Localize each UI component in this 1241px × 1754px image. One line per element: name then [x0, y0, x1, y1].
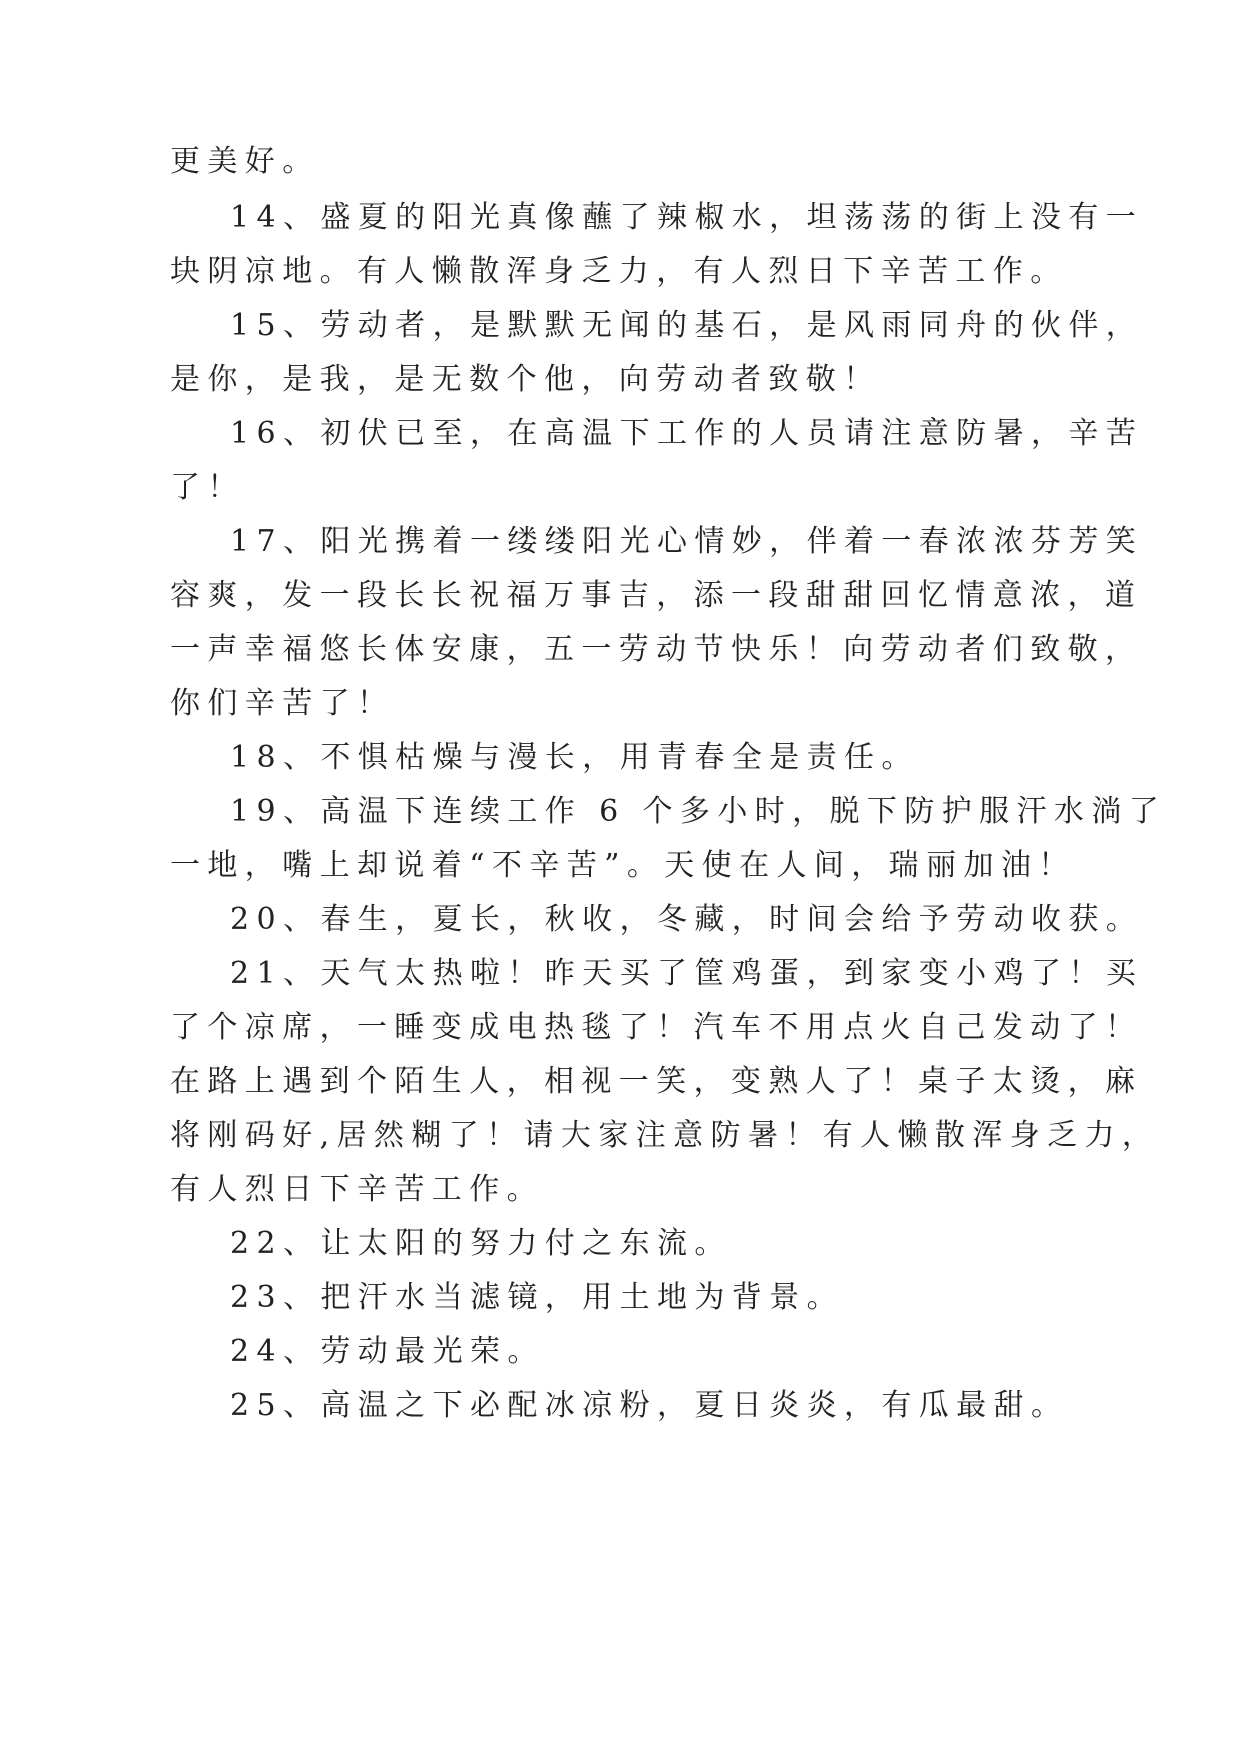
text-line: 是你，是我，是无数个他，向劳动者致敬！	[170, 362, 881, 397]
text-line: 22、让太阳的努力付之东流。	[230, 1226, 732, 1261]
text-line: 19、高温下连续工作 6 个多小时，脱下防护服汗水淌了	[230, 794, 1167, 829]
text-line: 有人烈日下辛苦工作。	[170, 1172, 544, 1207]
text-line: 23、把汗水当滤镜，用土地为背景。	[230, 1280, 844, 1315]
text-line: 将刚码好,居然糊了！请大家注意防暑！有人懒散浑身乏力，	[170, 1118, 1160, 1153]
text-line: 16、初伏已至，在高温下工作的人员请注意防暑，辛苦	[230, 416, 1144, 451]
text-line: 25、高温之下必配冰凉粉，夏日炎炎，有瓜最甜。	[230, 1388, 1069, 1423]
text-line: 21、天气太热啦！昨天买了筐鸡蛋，到家变小鸡了！买	[230, 956, 1144, 991]
text-line: 一声幸福悠长体安康，五一劳动节快乐！向劳动者们致敬，	[170, 632, 1143, 667]
text-line: 14、盛夏的阳光真像蘸了辣椒水，坦荡荡的街上没有一	[230, 200, 1144, 235]
text-line: 在路上遇到个陌生人，相视一笑，变熟人了！桌子太烫，麻	[170, 1064, 1143, 1099]
text-line: 20、春生，夏长，秋收，冬藏，时间会给予劳动收获。	[230, 902, 1144, 937]
text-line: 你们辛苦了！	[170, 686, 395, 721]
text-line: 了个凉席，一睡变成电热毯了！汽车不用点火自己发动了！	[170, 1010, 1143, 1045]
text-line: 24、劳动最光荣。	[230, 1334, 545, 1369]
text-line: 17、阳光携着一缕缕阳光心情妙，伴着一春浓浓芬芳笑	[230, 524, 1144, 559]
text-line: 了！	[170, 470, 245, 505]
text-line: 块阴凉地。有人懒散浑身乏力，有人烈日下辛苦工作。	[170, 254, 1068, 289]
text-line: 一地，嘴上却说着“不辛苦”。天使在人间，瑞丽加油！	[170, 848, 1076, 883]
text-line: 更美好。	[170, 144, 320, 179]
text-line: 15、劳动者，是默默无闻的基石，是风雨同舟的伙伴，	[230, 308, 1144, 343]
text-line: 18、不惧枯燥与漫长，用青春全是责任。	[230, 740, 919, 775]
text-line: 容爽，发一段长长祝福万事吉，添一段甜甜回忆情意浓，道	[170, 578, 1143, 613]
